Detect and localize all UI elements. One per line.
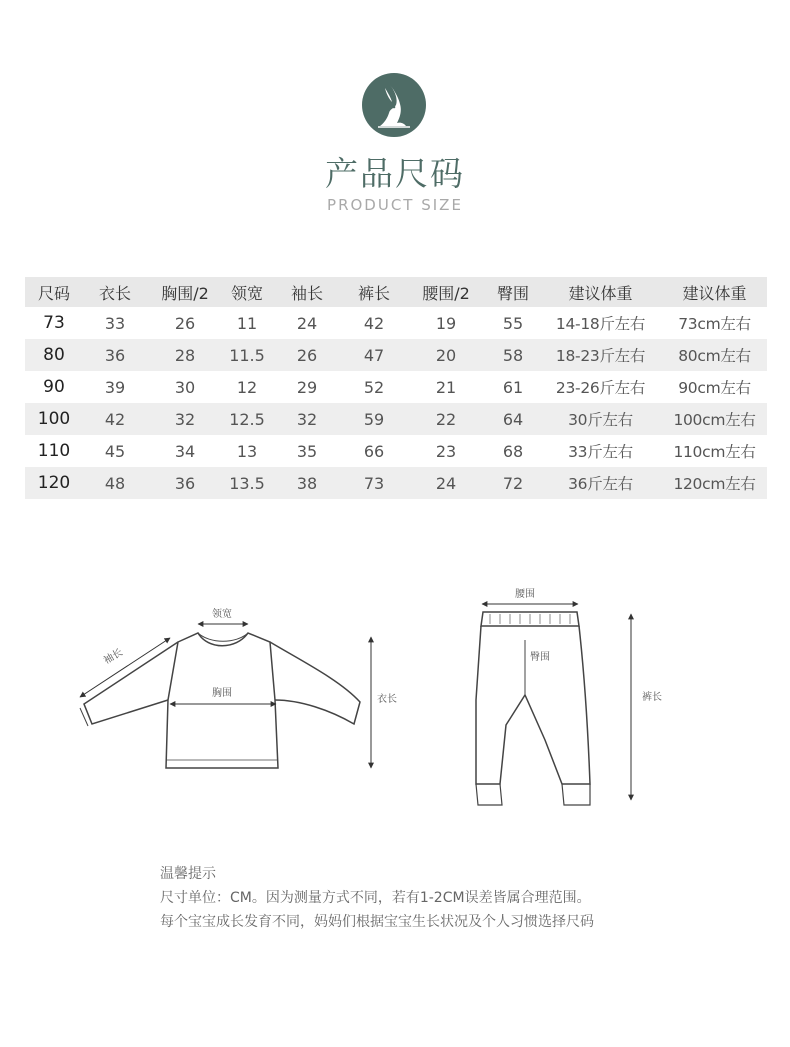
table-cell: 32 [271,403,343,435]
table-cell: 120 [25,467,83,499]
header-cell: 建议体重 [662,277,767,307]
waist-label: 腰围 [515,589,535,600]
table-cell: 19 [435,313,457,333]
header-cell: 建议体重 [539,277,662,307]
table-cell: 42 [363,313,385,333]
table-cell: 73cm左右 [678,315,751,333]
table-row [25,467,767,499]
header-cell: 臀围 [487,277,539,307]
table-cell: 24 [296,313,318,333]
table-cell: 36 [147,467,223,499]
table-cell: 13 [236,441,258,461]
table-row [25,339,767,371]
table-cell: 24 [405,467,487,499]
measurement-diagram [0,575,790,825]
table-cell: 120cm左右 [662,467,767,499]
table-cell: 36 [83,339,147,371]
table-cell: 26 [271,339,343,371]
table-cell: 48 [83,467,147,499]
table-cell: 13.5 [223,467,271,499]
table-row [25,371,767,403]
table-cell: 33斤左右 [568,443,633,461]
table-cell: 39 [104,377,126,397]
table-cell: 73 [43,313,65,333]
table-cell: 110cm左右 [673,443,756,461]
table-cell: 45 [104,441,126,461]
table-row [25,435,767,467]
header-cell: 袖长 [271,277,343,307]
table-row [25,307,767,339]
table-cell: 18-23斤左右 [539,339,662,371]
table-cell: 80cm左右 [662,339,767,371]
shirt-length-label: 衣长 [377,694,397,705]
table-cell: 47 [343,339,405,371]
rabbit-icon [362,73,426,137]
table-cell: 23-26斤左右 [555,379,646,397]
table-cell: 22 [405,403,487,435]
table-cell: 59 [343,403,405,435]
header-cell: 胸围/2 [147,277,223,307]
header-cell: 腰围/2 [405,277,487,307]
page-title: 产品尺码 [325,154,465,193]
pants-length-label: 裤长 [642,692,662,703]
table-cell: 80 [25,339,83,371]
table-cell: 26 [174,313,196,333]
pants-diagram [476,612,590,805]
table-cell: 68 [502,441,524,461]
notes-title: 温馨提示 [160,866,216,882]
table-cell: 42 [83,403,147,435]
table-cell: 36斤左右 [539,467,662,499]
header-cell: 衣长 [83,277,147,307]
table-cell: 12 [236,377,258,397]
table-cell: 61 [502,377,524,397]
header-cell: 领宽 [223,277,271,307]
table-cell: 30 [174,377,196,397]
table-header-row [25,277,767,307]
table-cell: 28 [147,339,223,371]
table-cell: 12.5 [223,403,271,435]
header-cell: 尺码 [25,277,83,307]
neck-width-label: 领宽 [212,609,232,620]
table-row [25,403,767,435]
table-cell: 100cm左右 [662,403,767,435]
table-cell: 35 [296,441,318,461]
table-cell: 90cm左右 [678,379,751,397]
chest-label: 胸围 [212,688,232,699]
header-cell: 裤长 [343,277,405,307]
table-cell: 73 [343,467,405,499]
table-cell: 32 [147,403,223,435]
notes-line: 尺寸单位：CM。因为测量方式不同，若有1-2CM误差皆属合理范围。 [160,890,591,906]
table-cell: 100 [25,403,83,435]
notes-line: 每个宝宝成长发育不同，妈妈们根据宝宝生长状况及个人习惯选择尺码 [160,914,594,930]
table-cell: 23 [435,441,457,461]
table-cell: 64 [487,403,539,435]
table-cell: 14-18斤左右 [555,315,646,333]
table-cell: 20 [405,339,487,371]
table-cell: 66 [363,441,385,461]
table-cell: 11 [236,313,258,333]
table-cell: 38 [271,467,343,499]
table-cell: 33 [104,313,126,333]
table-cell: 34 [174,441,196,461]
table-cell: 110 [37,441,71,461]
table-cell: 30斤左右 [539,403,662,435]
table-cell: 90 [43,377,65,397]
table-cell: 29 [296,377,318,397]
table-cell: 11.5 [223,339,271,371]
table-cell: 52 [363,377,385,397]
notes [160,862,594,934]
table-cell: 21 [435,377,457,397]
brand-logo [362,73,426,137]
size-table [25,277,767,499]
hip-label: 臀围 [530,652,550,663]
table-cell: 58 [487,339,539,371]
table-cell: 72 [487,467,539,499]
table-cell: 55 [502,313,524,333]
page-subtitle: PRODUCT SIZE [327,196,463,214]
sleeve-length-label: 袖长 [102,647,125,667]
